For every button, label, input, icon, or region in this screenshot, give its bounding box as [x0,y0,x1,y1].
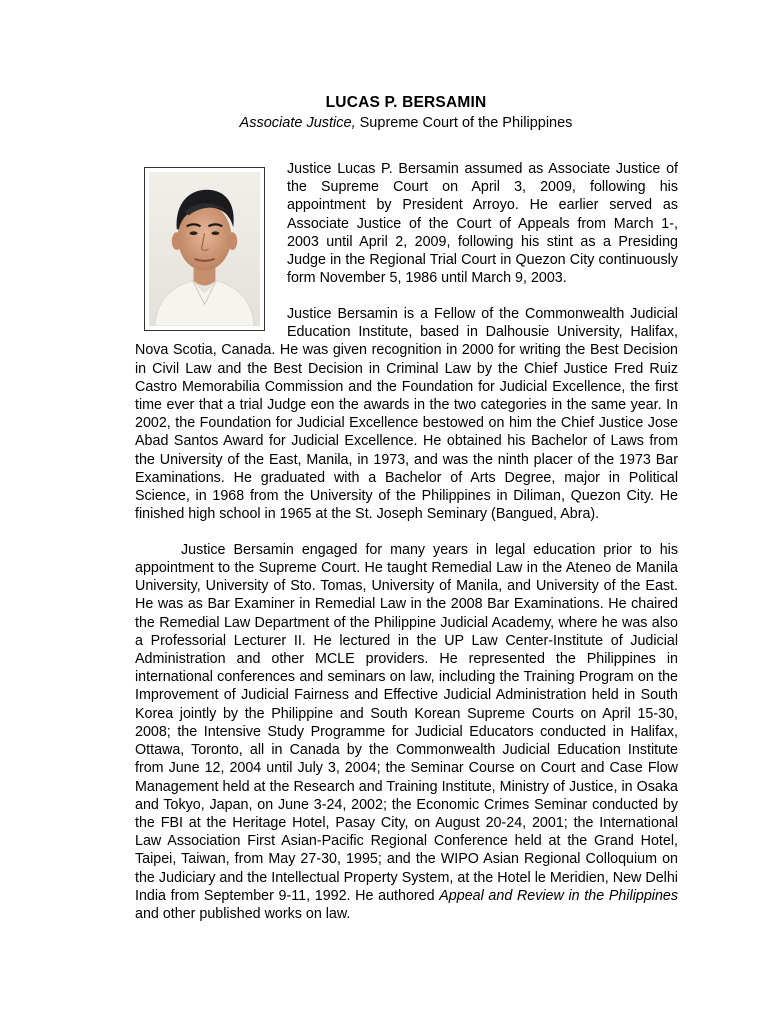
paragraph-legal-education-end: and other published works on law. [135,905,351,922]
institution-name: Supreme Court of the Philippines [355,115,573,131]
paragraph-recognition: Justice Bersamin is a Fellow of the Commonwealth Judicial Education Institute, based in Dalhousie University, Halifax, Nova Scotia, Canada. He was given recognition in 2000 for writing the Best Decision in Civil Law and the Best Decision in Criminal Law by the Chief Justice Fred Ruiz Castro Memorabilia Commission and the Foundation for Judicial Excellence, the first time ever that a trial Judge eon the awards in the two categories in the same year. In 2002, the Foundation for Judicial Excellence bestowed on him the Chief Justice Jose Abad Santos Award for Judicial Excellence. He obtained his Bachelor of Laws from the University of the East, Manila, in 1973, and was the ninth placer of the 1973 Bar Examinations. He graduated with a Bachelor of Arts Degree, major in Political Science, in 1968 from the University of the Philippines in Diliman, Quezon City. He finished high school in 1965 at the St. Joseph Seminary (Bangued, Abra). [135,305,678,523]
paragraph-appointment: Justice Lucas P. Bersamin assumed as Associate Justice of the Supreme Court on April 3, 2009, following his appointment by President Arroyo. He earlier served as Associate Justice of the Court of Appeals from March 1-, 2003 until April 2, 2009, following his stint as a Presiding Judge in the Regional Trial Court in Quezon City continuously form November 5, 1986 until March 9, 2003. [287,161,678,287]
photo-text-wrap-spacer [135,160,287,340]
position-title: Associate Justice, [239,115,356,131]
biography-text [135,160,678,941]
paragraph-legal-education-text: Justice Bersamin engaged for many years in legal education prior to his appointment to the Supreme Court. He taught Remedial Law in the Ateneo de Manila University, University of Sto. Tomas, University of Manila, and University of the East. He was as Bar Examiner in Remedial Law in the 2008 Bar Examinations. He chaired the Remedial Law Department of the Philippine Judicial Academy, where he was also a Professorial Lecturer II. He lectured in the UP Law Center-Institute of Judicial Administration and other MCLE providers. He represented the Philippines in international conferences and seminars on law, including the Training Program on the Improvement of Judicial Fairness and Effective Judicial Administration held in South Korea jointly by the Philippine and South Korean Supreme Courts on April 15-30, 2008; the Intensive Study Programme for Judicial Educators conducted in Halifax, Ottawa, Toronto, all in Canada by the Commonwealth Judicial Education Institute from June 12, 2004 until July 3, 2004; the Seminar Course on Court and Case Flow Management held at the Research and Training Institute, Ministry of Justice, in Osaka and Tokyo, Japan, on June 3-24, 2002; the Economic Crimes Seminar conducted by the FBI at the Heritage Hotel, Pasay City, on August 20-24, 2001; the International Law Association First Asian-Pacific Regional Conference held at the Grand Hotel, Taipei, Taiwan, from May 27-30, 1995; and the WIPO Asian Regional Colloquium on the Judiciary and the Intellectual Property System, at the Hotel le Meridien, New Delhi India from September 9-11, 1992. He authored [135,541,678,904]
document-subtitle [0,115,768,131]
paragraph-legal-education [135,541,678,923]
book-title: Appeal and Review in the Philippines [439,887,678,904]
document-title: LUCAS P. BERSAMIN [325,94,487,111]
